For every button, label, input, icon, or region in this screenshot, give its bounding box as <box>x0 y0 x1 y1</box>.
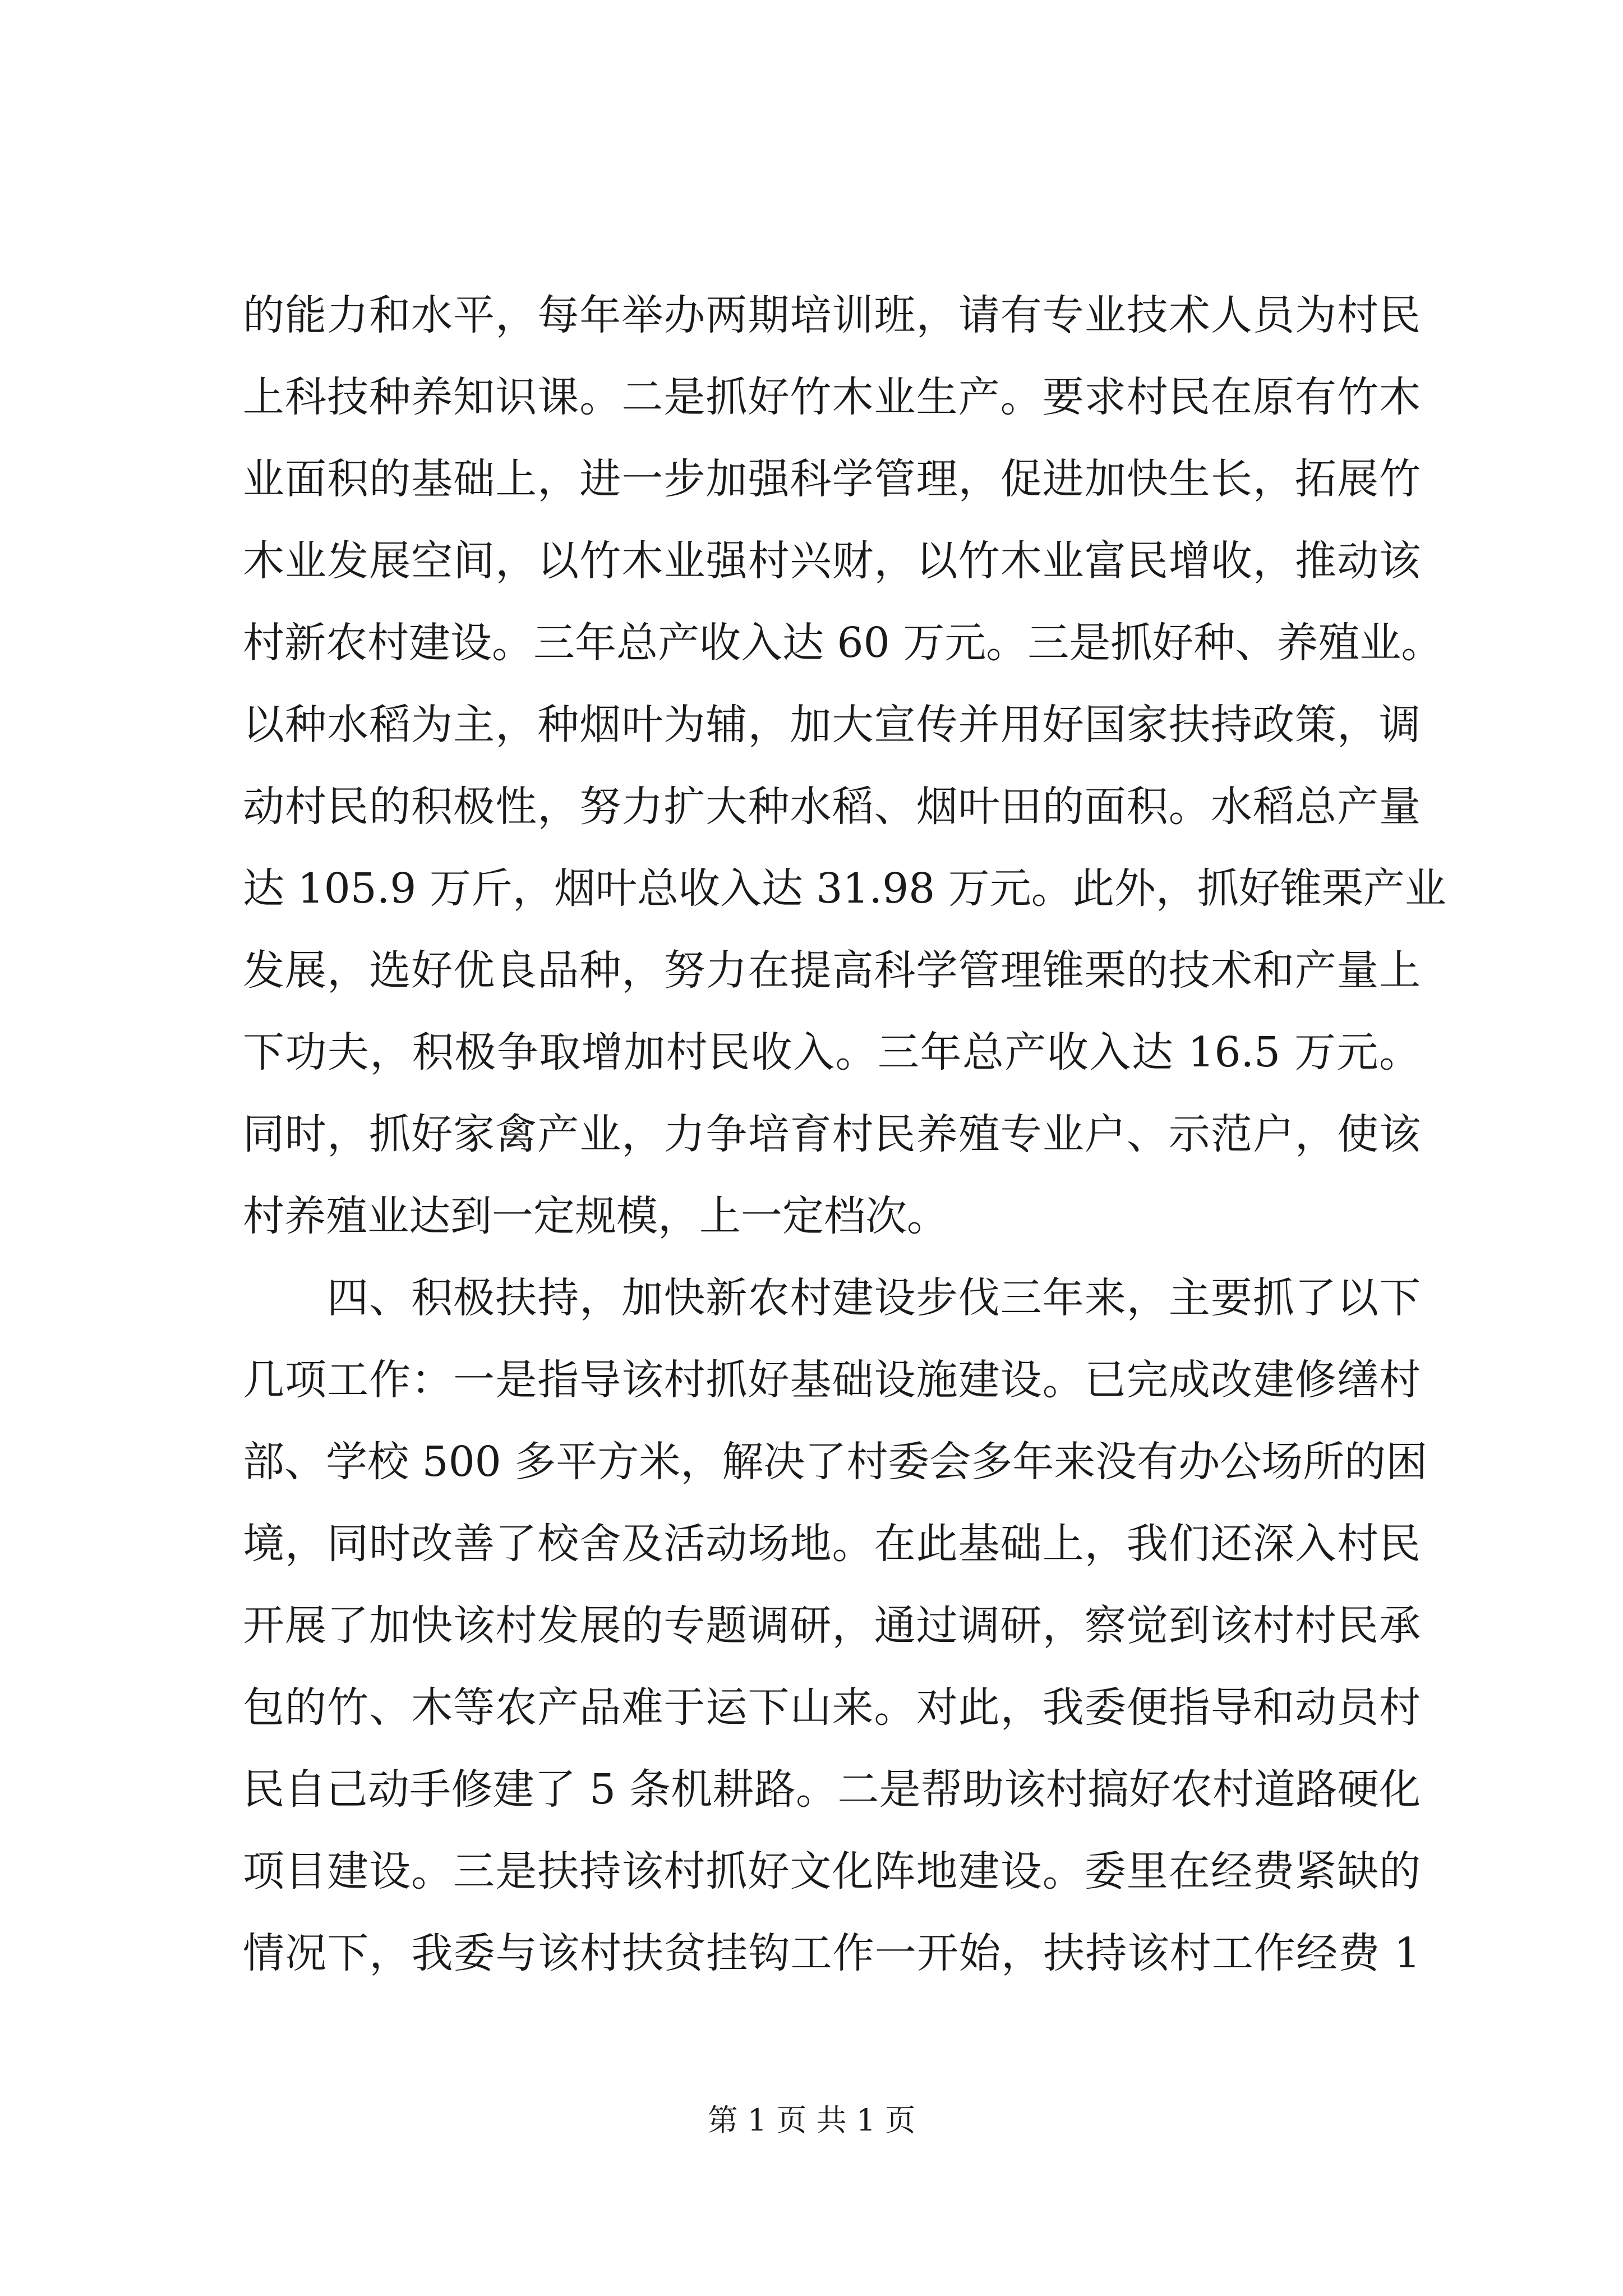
text-line: 上科技种养知识课。二是抓好竹木业生产。要求村民在原有竹木 <box>243 373 1421 421</box>
page-footer: 第 1 页 共 1 页 <box>707 2102 916 2138</box>
text-line: 木业发展空间，以竹木业强村兴财，以竹木业富民增收，推动该 <box>243 537 1421 585</box>
text-line: 部、学校 500 多平方米，解决了村委会多年来没有办公场所的困 <box>243 1438 1428 1486</box>
text-line: 达 105.9 万斤，烟叶总收入达 31.98 万元。此外，抓好锥栗产业 <box>243 864 1446 913</box>
text-line: 几项工作：一是指导该村抓好基础设施建设。已完成改建修缮村 <box>243 1356 1421 1404</box>
text-line: 以种水稻为主，种烟叶为辅，加大宣传并用好国家扶持政策，调 <box>243 701 1421 749</box>
paragraph-first-line: 四、积极扶持，加快新农村建设步伐三年来，主要抓了以下 <box>327 1274 1421 1322</box>
text-line: 民自己动手修建了 5 条机耕路。二是帮助该村搞好农村道路硬化 <box>243 1765 1421 1814</box>
text-line: 项目建设。三是扶持该村抓好文化阵地建设。委里在经费紧缺的 <box>243 1847 1421 1895</box>
text-line: 包的竹、木等农产品难于运下山来。对此，我委便指导和动员村 <box>243 1683 1421 1732</box>
text-line: 业面积的基础上，进一步加强科学管理，促进加快生长，拓展竹 <box>243 455 1421 503</box>
text-line: 动村民的积极性，努力扩大种水稻、烟叶田的面积。水稻总产量 <box>243 783 1421 831</box>
text-line: 村新农村建设。三年总产收入达 60 万元。三是抓好种、养殖业。 <box>243 619 1443 667</box>
text-line: 村养殖业达到一定规模，上一定档次。 <box>243 1192 948 1240</box>
text-line: 境，同时改善了校舍及活动场地。在此基础上，我们还深入村民 <box>243 1520 1421 1568</box>
text-line: 发展，选好优良品种，努力在提高科学管理锥栗的技术和产量上 <box>243 946 1421 995</box>
text-line: 情况下，我委与该村扶贫挂钩工作一开始，扶持该村工作经费 1 <box>243 1929 1421 1977</box>
text-line: 下功夫，积极争取增加村民收入。三年总产收入达 16.5 万元。 <box>243 1028 1421 1076</box>
text-line: 开展了加快该村发展的专题调研，通过调研，察觉到该村村民承 <box>243 1602 1421 1650</box>
text-line: 的能力和水平，每年举办两期培训班，请有专业技术人员为村民 <box>243 291 1421 339</box>
text-line: 同时，抓好家禽产业，力争培育村民养殖专业户、示范户，使该 <box>243 1110 1421 1158</box>
